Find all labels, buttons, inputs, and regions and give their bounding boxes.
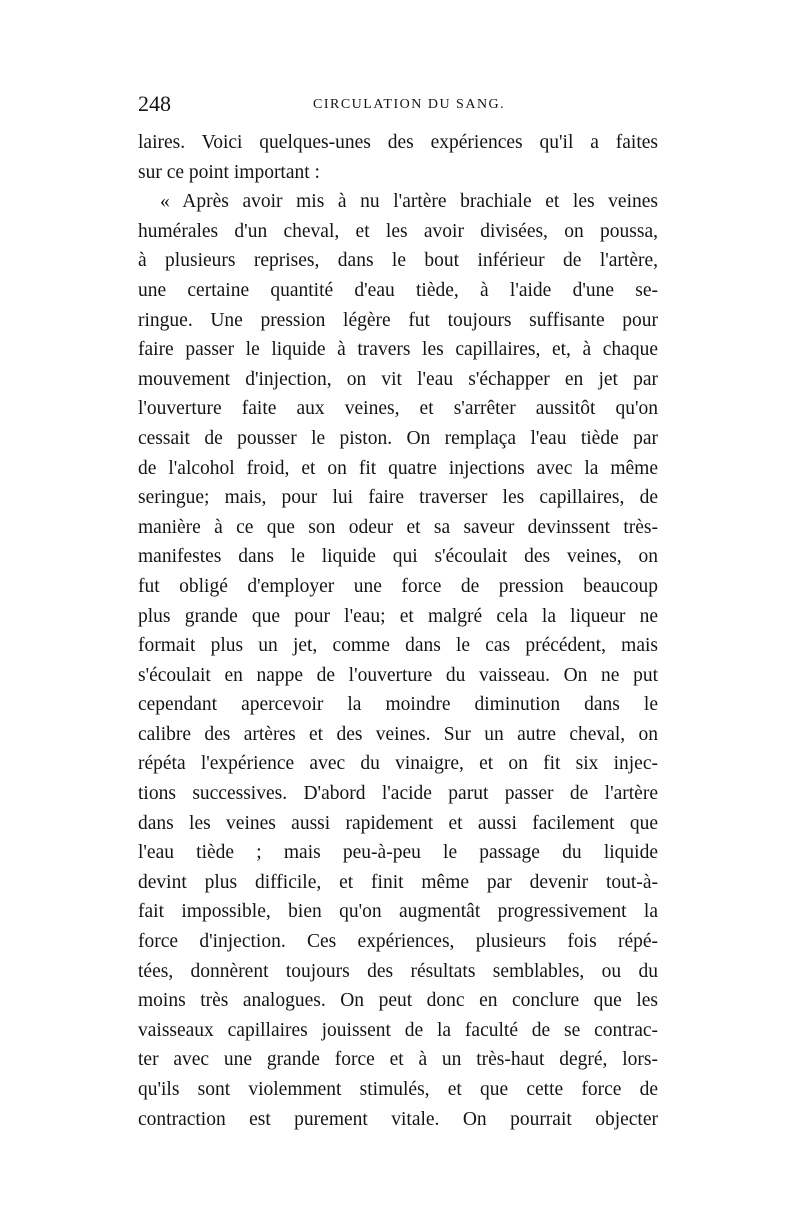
text-line: manière à ce que son odeur et sa saveur devinssent très- — [138, 516, 658, 538]
text-line: l'eau tiède ; mais peu-à-peu le passage du liquide — [138, 842, 658, 864]
text-line: qu'ils sont violemment stimulés, et que cette force de — [138, 1079, 658, 1100]
text-line: mouvement d'injection, on vit l'eau s'échapper en jet par — [138, 368, 658, 390]
text-line: humérales d'un cheval, et les avoir divisées, on poussa, — [138, 220, 658, 242]
text-line: plus grande que pour l'eau; et malgré cela la liqueur ne — [138, 605, 658, 627]
text-line: ringue. Une pression légère fut toujours suffisante pour — [138, 309, 658, 331]
text-line: cessait de pousser le piston. On remplaça l'eau tiède par — [138, 427, 658, 449]
text-line: faire passer le liquide à travers les capillaires, et, à chaque — [138, 339, 658, 361]
text-line: répéta l'expérience avec du vinaigre, et on fit six injec- — [138, 753, 658, 775]
text-line: vaisseaux capillaires jouissent de la faculté de se contrac- — [138, 1019, 658, 1041]
text-line: laires. Voici quelques-unes des expériences qu'il a faites — [138, 132, 658, 153]
page-number: 248 — [138, 91, 171, 116]
text-line: formait plus un jet, comme dans le cas précédent, mais — [138, 635, 658, 657]
text-line: fut obligé d'employer une force de pression beaucoup — [138, 575, 658, 597]
text-line: calibre des artères et des veines. Sur un autre cheval, on — [138, 723, 658, 745]
text-line: force d'injection. Ces expériences, plusieurs fois répé- — [138, 931, 658, 953]
body-text — [138, 128, 658, 1134]
text-line: s'écoulait en nappe de l'ouverture du vaisseau. On ne put — [138, 664, 658, 686]
text-line: contraction est purement vitale. On pourrait objecter — [138, 1108, 658, 1130]
text-line: à plusieurs reprises, dans le bout inférieur de l'artère, — [138, 250, 658, 272]
text-line: une certaine quantité d'eau tiède, à l'aide d'une se- — [138, 279, 658, 301]
text-line: fait impossible, bien qu'on augmentât progressivement la — [138, 901, 658, 923]
text-line: manifestes dans le liquide qui s'écoulait des veines, on — [138, 546, 658, 568]
text-line: seringue; mais, pour lui faire traverser les capillaires, de — [138, 487, 658, 509]
text-line: l'ouverture faite aux veines, et s'arrêter aussitôt qu'on — [138, 398, 658, 420]
text-line: cependant apercevoir la moindre diminution dans le — [138, 694, 658, 716]
running-title: CIRCULATION DU SANG. — [313, 97, 506, 112]
text-line: dans les veines aussi rapidement et aussi facilement que — [138, 812, 658, 834]
text-line: sur ce point important : — [138, 161, 320, 183]
text-line: de l'alcohol froid, et on fit quatre injections avec la même — [138, 457, 658, 479]
text-line: devint plus difficile, et finit même par devenir tout-à- — [138, 871, 658, 893]
text-line: moins très analogues. On peut donc en conclure que les — [138, 990, 658, 1012]
text-line: « Après avoir mis à nu l'artère brachiale et les veines — [160, 191, 658, 213]
text-line: ter avec une grande force et à un très-haut degré, lors- — [138, 1049, 658, 1071]
text-line: tions successives. D'abord l'acide parut passer de l'artère — [138, 783, 658, 805]
text-line: tées, donnèrent toujours des résultats semblables, ou du — [138, 960, 658, 982]
page-header — [138, 92, 658, 116]
